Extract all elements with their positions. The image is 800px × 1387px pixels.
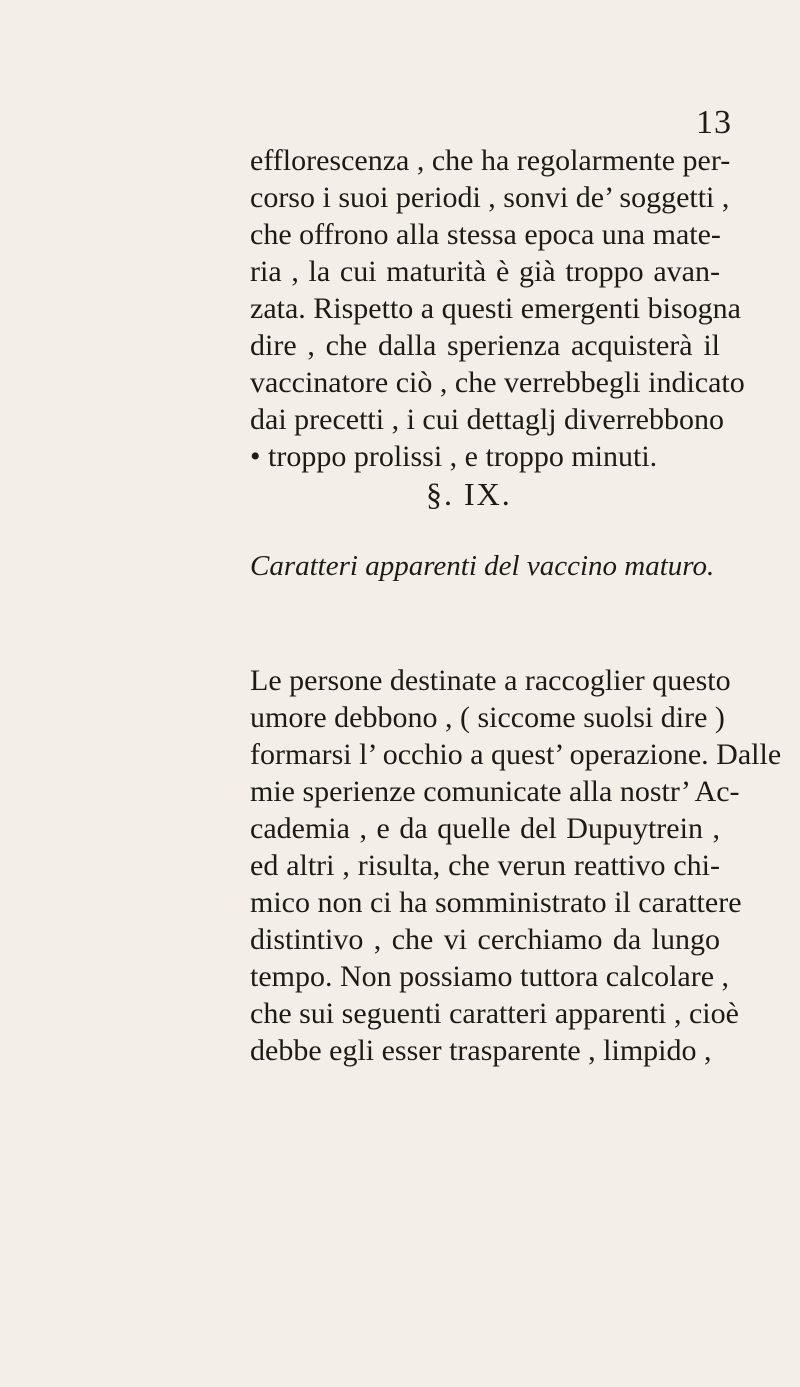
paragraph-1 (250, 142, 745, 475)
text-line: formarsi l’ occhio a quest’ operazione. Dalle (250, 738, 782, 771)
text-line: ed altri , risulta, che verun reattivo chi- (250, 849, 720, 882)
text-line: • troppo prolissi , e troppo minuti. (250, 440, 658, 473)
text-line: debbe egli esser trasparente , limpido , (250, 1034, 712, 1067)
text-line: che sui seguenti caratteri apparenti , cioè (250, 997, 739, 1030)
paragraph-2 (250, 662, 782, 1069)
text-line: zata. Rispetto a questi emergenti bisogna (250, 292, 741, 325)
text-line: cademia , e da quelle del Dupuytrein , (250, 812, 720, 845)
text-line: Le persone destinate a raccoglier questo (250, 664, 731, 697)
section-title: Caratteri apparenti del vaccino maturo. (250, 550, 715, 582)
text-line: distintivo , che vi cerchiamo da lungo (250, 923, 720, 956)
text-line: corso i suoi periodi , sonvi de’ soggetti , (250, 181, 730, 214)
section-number: §. IX. (426, 476, 512, 512)
text-line: mico non ci ha somministrato il carattere (250, 886, 742, 919)
text-line: ria , la cui maturità è già troppo avan- (250, 255, 720, 288)
text-line: che offrono alla stessa epoca una mate- (250, 218, 721, 251)
page-number: 13 (696, 104, 732, 141)
text-line: dai precetti , i cui dettaglj diverrebbono (250, 403, 724, 436)
text-line: dire , che dalla sperienza acquisterà il (250, 329, 720, 362)
text-line: efflorescenza , che ha regolarmente per- (250, 144, 731, 177)
text-line: vaccinatore ciò , che verrebbegli indicato (250, 366, 745, 399)
text-line: umore debbono , ( siccome suolsi dire ) (250, 701, 725, 734)
text-line: tempo. Non possiamo tuttora calcolare , (250, 960, 730, 993)
text-line: mie sperienze comunicate alla nostr’ Ac- (250, 775, 740, 808)
